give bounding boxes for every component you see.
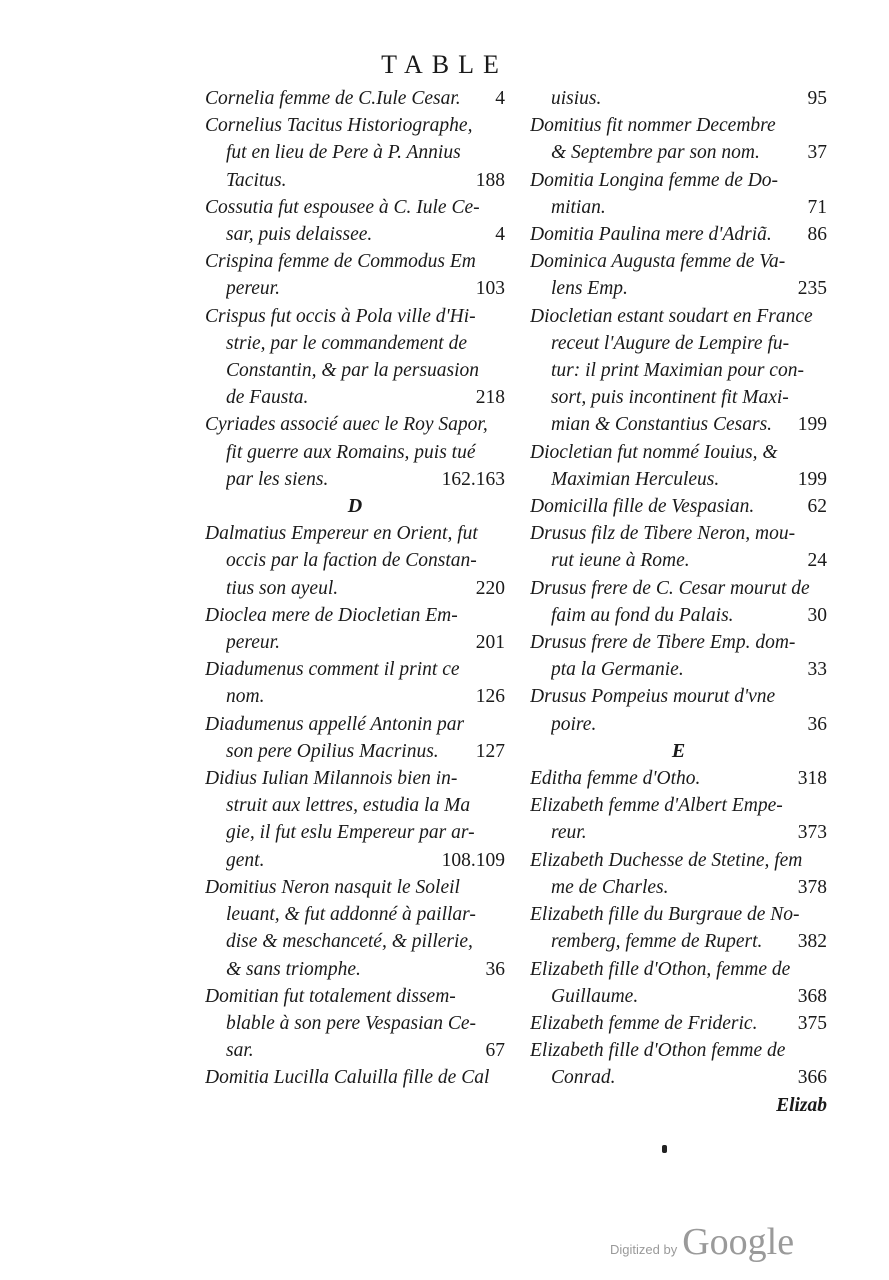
entry-line: Diocletian estant soudart en France	[530, 305, 813, 327]
entry-line	[530, 1064, 827, 1091]
entry-line: Crispus fut occis à Pola ville d'Hi-	[205, 305, 476, 327]
page-number: 126	[475, 686, 505, 708]
entry-text: Conrad.	[551, 1067, 616, 1089]
entry-line	[530, 711, 827, 738]
index-entry	[530, 303, 827, 439]
entry-line	[530, 765, 827, 792]
index-entry	[205, 1064, 505, 1091]
page-number: 36	[485, 958, 505, 980]
page-number: 366	[797, 1067, 827, 1089]
entry-line	[530, 466, 827, 493]
index-entry	[530, 792, 827, 846]
index-entry	[530, 221, 827, 248]
page-number: 4	[495, 88, 505, 109]
index-entry	[205, 85, 505, 112]
entry-line: Crispina femme de Commodus Em	[205, 251, 476, 273]
index-entry	[205, 194, 505, 248]
page-number: 162.163	[441, 468, 505, 490]
index-entry	[205, 112, 505, 194]
page-number: 318	[797, 768, 827, 790]
entry-line	[205, 1064, 505, 1091]
page-number: 199	[797, 468, 827, 490]
entry-line: Cornelius Tacitus Historiographe,	[205, 115, 473, 137]
entry-line	[530, 874, 827, 901]
entry-line: Dioclea mere de Diocletian Em-	[205, 604, 458, 626]
entry-line: gie, il fut eslu Empereur par ar-	[226, 822, 475, 844]
entry-line: Elizabeth fille du Burgraue de No-	[530, 904, 800, 926]
page-number: 4	[495, 224, 505, 246]
entry-text: par les siens.	[226, 468, 329, 490]
entry-text: faim au fond du Palais.	[551, 604, 734, 626]
entry-line: leuant, & fut addonné à paillar-	[226, 904, 476, 926]
entry-text: nom.	[226, 686, 265, 708]
entry-line: Dalmatius Empereur en Orient, fut	[205, 523, 478, 545]
google-watermark	[610, 1220, 794, 1264]
entry-line	[205, 384, 505, 411]
entry-line: fit guerre aux Romains, puis tué	[226, 441, 476, 463]
entry-line: tur: il print Maximian pour con-	[551, 360, 804, 382]
page-number: 375	[797, 1012, 827, 1034]
section-letter: E	[671, 739, 686, 762]
ink-mark	[662, 1145, 667, 1153]
index-entry	[205, 765, 505, 874]
entry-line	[205, 466, 505, 493]
page-number: 220	[475, 577, 505, 599]
page-number: 103	[475, 278, 505, 300]
page-number: 382	[797, 931, 827, 953]
entry-line	[205, 1037, 505, 1064]
entry-text: reur.	[551, 822, 587, 844]
entry-line	[530, 656, 827, 683]
entry-text: Guillaume.	[551, 985, 639, 1007]
entry-text: de Fausta.	[226, 387, 309, 409]
entry-line	[530, 275, 827, 302]
index-entry	[530, 765, 827, 792]
entry-line: Domitius fit nommer Decembre	[530, 115, 776, 137]
index-entry	[530, 629, 827, 683]
index-entry	[205, 303, 505, 412]
entry-line: Didius Iulian Milannois bien in-	[205, 768, 458, 790]
index-entry	[205, 602, 505, 656]
entry-text: sar.	[226, 1040, 254, 1062]
entry-line	[530, 819, 827, 846]
page-number: 67	[485, 1040, 505, 1062]
entry-line	[530, 983, 827, 1010]
right-index-column	[530, 85, 827, 1119]
entry-line: Drusus filz de Tibere Neron, mou-	[530, 523, 796, 545]
entry-line: Elizabeth fille d'Othon femme de	[530, 1040, 786, 1062]
page-number: 368	[797, 985, 827, 1007]
entry-line: occis par la faction de Constan-	[226, 550, 477, 572]
page-number: 30	[807, 604, 827, 626]
entry-text: lens Emp.	[551, 278, 628, 300]
entry-line	[530, 194, 827, 221]
entry-text: gent.	[226, 849, 265, 871]
page-number: 108.109	[441, 849, 505, 871]
entry-text: Domicilla fille de Vespasian.	[530, 496, 755, 518]
entry-line: Elizabeth fille d'Othon, femme de	[530, 958, 791, 980]
page-number: 24	[807, 550, 827, 572]
entry-text: rut ieune à Rome.	[551, 550, 690, 572]
entry-line	[205, 85, 505, 112]
entry-text: Cornelia femme de C.Iule Cesar.	[205, 88, 461, 109]
entry-line: Elizabeth femme d'Albert Empe-	[530, 795, 783, 817]
entry-line: Domitia Longina femme de Do-	[530, 169, 779, 191]
entry-text: sar, puis delaissee.	[226, 224, 373, 246]
entry-line	[530, 602, 827, 629]
entry-text: pereur.	[226, 632, 280, 654]
entry-line	[205, 167, 505, 194]
entry-line	[205, 683, 505, 710]
index-entry	[530, 112, 827, 166]
entry-line: Domitius Neron nasquit le Soleil	[205, 876, 460, 898]
entry-text: remberg, femme de Rupert.	[551, 931, 763, 953]
index-entry	[530, 493, 827, 520]
entry-text: pereur.	[226, 278, 280, 300]
watermark-prefix: Digitized by	[610, 1242, 678, 1257]
entry-line: Dominica Augusta femme de Va-	[530, 251, 786, 273]
entry-text: uisius.	[551, 88, 602, 109]
entry-text: Maximian Herculeus.	[551, 468, 720, 490]
page-number: 37	[807, 142, 827, 164]
entry-line: Diocletian fut nommé Iouius, &	[530, 441, 778, 463]
index-entry	[205, 248, 505, 302]
index-entry	[530, 248, 827, 302]
index-entry	[530, 575, 827, 629]
page-number: 36	[807, 713, 827, 735]
index-entry	[205, 983, 505, 1065]
section-letter: D	[347, 495, 363, 518]
entry-line: strie, par le commandement de	[226, 332, 467, 354]
entry-text: poire.	[551, 713, 597, 735]
entry-line	[205, 629, 505, 656]
index-entry	[530, 1010, 827, 1037]
entry-line: receut l'Augure de Lempire fu-	[551, 332, 790, 354]
entry-line: Drusus frere de C. Cesar mourut de	[530, 577, 810, 599]
entry-text: tius son ayeul.	[226, 577, 339, 599]
entry-line	[205, 575, 505, 602]
entry-line	[205, 956, 505, 983]
entry-text: Editha femme d'Otho.	[530, 768, 701, 790]
entry-line: Cossutia fut espousee à C. Iule Ce-	[205, 196, 480, 218]
entry-line	[530, 928, 827, 955]
page-number: 235	[797, 278, 827, 300]
entry-line	[205, 847, 505, 874]
entry-line: dise & meschanceté, & pillerie,	[226, 931, 473, 953]
entry-text: me de Charles.	[551, 876, 669, 898]
left-index-column	[205, 85, 505, 1092]
entry-line: Cyriades associé auec le Roy Sapor,	[205, 414, 488, 436]
index-entry	[530, 520, 827, 574]
entry-line: blable à son pere Vespasian Ce-	[226, 1012, 477, 1034]
catchword: Elizab	[776, 1094, 827, 1116]
entry-text: mitian.	[551, 196, 606, 218]
entry-text: Domitia Paulina mere d'Adriã.	[530, 224, 772, 246]
entry-line: fut en lieu de Pere à P. Annius	[226, 142, 461, 164]
entry-line	[530, 221, 827, 248]
index-entry	[205, 411, 505, 493]
entry-line	[530, 1010, 827, 1037]
index-entry	[530, 847, 827, 901]
index-entry	[530, 901, 827, 955]
page-number: 373	[797, 822, 827, 844]
entry-line: struit aux lettres, estudia la Ma	[226, 795, 471, 817]
entry-line	[530, 411, 827, 438]
page-number: 86	[807, 224, 827, 246]
page-number: 33	[807, 659, 827, 681]
page-number: 188	[475, 169, 505, 191]
entry-line: Drusus Pompeius mourut d'vne	[530, 686, 776, 708]
entry-line: Diadumenus comment il print ce	[205, 659, 460, 681]
index-entry	[530, 956, 827, 1010]
page-number: 95	[807, 88, 827, 109]
entry-line: Diadumenus appellé Antonin par	[205, 713, 465, 735]
entry-line: Domitian fut totalement dissem-	[205, 985, 456, 1007]
page-header: TABLE	[381, 50, 508, 79]
entry-text: pta la Germanie.	[551, 659, 684, 681]
entry-line: sort, puis incontinent fit Maxi-	[551, 387, 789, 409]
entry-line	[530, 547, 827, 574]
index-entry	[530, 439, 827, 493]
index-entry	[205, 711, 505, 765]
entry-line	[530, 85, 827, 112]
entry-text: Elizabeth femme de Frideric.	[530, 1012, 758, 1034]
entry-line	[205, 738, 505, 765]
entry-text: & Septembre par son nom.	[551, 142, 760, 164]
page-number: 71	[807, 196, 827, 218]
index-entry	[205, 520, 505, 602]
entry-line	[530, 139, 827, 166]
page-number: 218	[475, 387, 505, 409]
index-entry	[530, 85, 827, 112]
entry-line: Drusus frere de Tibere Emp. dom-	[530, 632, 796, 654]
entry-text: Domitia Lucilla Caluilla fille de Cal	[205, 1067, 490, 1089]
page-number: 62	[807, 496, 827, 518]
entry-line: Elizabeth Duchesse de Stetine, fem	[530, 849, 803, 871]
entry-line	[530, 493, 827, 520]
page-number: 199	[797, 414, 827, 436]
entry-text: Tacitus.	[226, 169, 287, 191]
entry-text: mian & Constantius Cesars.	[551, 414, 773, 436]
page-number: 378	[797, 876, 827, 898]
entry-line	[205, 275, 505, 302]
watermark-brand: Google	[682, 1221, 795, 1263]
entry-line	[205, 221, 505, 248]
entry-text: & sans triomphe.	[226, 958, 361, 980]
page-number: 127	[475, 740, 505, 762]
index-entry	[205, 874, 505, 983]
entry-line: Constantin, & par la persuasion	[226, 360, 479, 382]
page-number: 201	[475, 632, 505, 654]
entry-text: son pere Opilius Macrinus.	[226, 740, 439, 762]
index-entry	[530, 167, 827, 221]
index-entry	[530, 683, 827, 737]
index-entry	[530, 1037, 827, 1091]
index-entry	[205, 656, 505, 710]
